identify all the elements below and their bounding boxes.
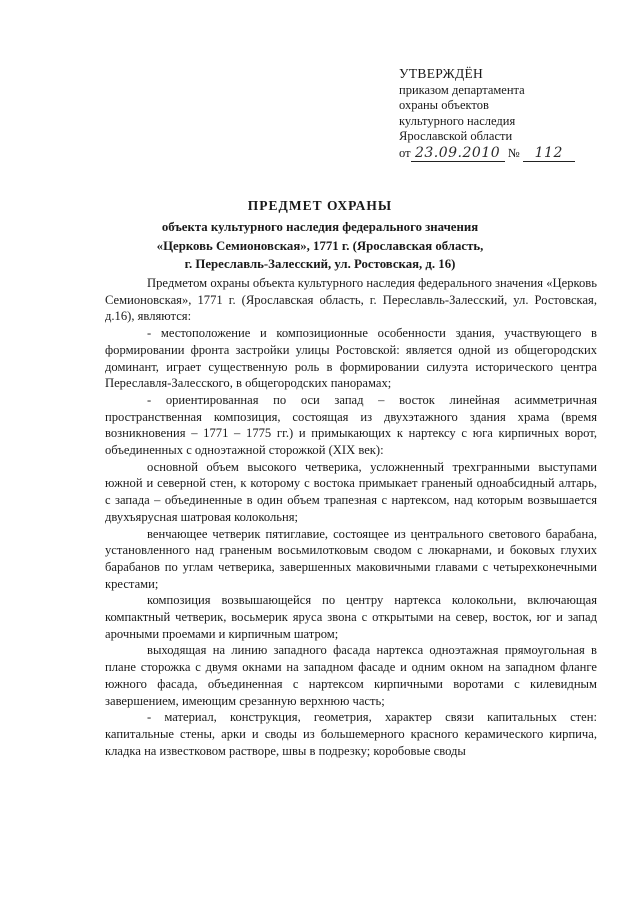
title-subline: объекта культурного наследия федерального значения [161,220,479,234]
handwritten-number: 112 [523,146,575,163]
document-title: ПРЕДМЕТ ОХРАНЫ [247,198,393,213]
body-paragraph: - ориентированная по оси запад – восток линейная асимметричная пространственная композиция, состоящая из двухэтажного здания храма (время возникновения – 1771 – 1775 гг.) и примыкающих к нартексу с юга кирпичных ворот, объединенных с одноэтажной сторожкой (XIX век): [105,392,597,458]
approval-line: культурного наследия [399,113,516,128]
title-subline: г. Переславль-Залесский, ул. Ростовская, д. 16) [184,257,456,271]
body-paragraph: венчающее четверик пятиглавие, состоящее из центрального светового барабана, установленного над граненым восьмилотковым сводом с люкарнами, и боковых глухих барабанов по углам четверика, завершенных маковичными главами с четырехконечными крестами; [105,526,597,591]
body-paragraph: - местоположение и композиционные особенности здания, участвующего в формировании фронта застройки улицы Ростовской: является одной из общегородских доминант, играет существенную роль в формировании силуэта исторического центра Переславля-Залесского, в общегородских панорамах; [105,326,597,391]
number-prefix: № [507,145,520,160]
handwritten-date: 23.09.2010 [411,146,505,163]
body-paragraph: основной объем высокого четверика, усложненный трехгранными выступами южной и северной стен, к которому с востока примыкает граненый одноабсидный алтарь, с запада – объединенные в один объем трапезная с нартексом, над которым возвышается двухъярусная шатровая колокольня; [105,459,597,524]
document-title-block [120,198,520,274]
approval-line: приказом департамента [399,82,525,97]
approval-stamp-block [399,66,599,162]
date-prefix: от [399,145,411,160]
approval-line: охраны объектов [399,98,489,112]
approval-line: Ярославской области [399,129,513,143]
body-paragraph: - материал, конструкция, геометрия, характер связи капитальных стен: капитальные стены, арки и своды из большемерного красного керамического кирпича, кладка на известковом растворе, швы в подрезку; коробовые своды [105,710,597,758]
title-subline: «Церковь Семионовская», 1771 г. (Ярославская область, [156,238,484,253]
body-paragraph: композиция возвышающейся по центру нартекса колокольни, включающая компактный четверик, восьмерик яруса звона с открытыми на север, восток, юг и запад арочными проемами и кирпичным шатром; [105,593,597,641]
approval-date-row [399,146,599,163]
document-body [105,275,597,759]
body-paragraph: Предметом охраны объекта культурного наследия федерального значения «Церковь Семионовская», 1771 г. (Ярославская область, г. Переславль-Залесский, ул. Ростовская, д.16), являются: [105,276,597,324]
body-paragraph: выходящая на линию западного фасада нартекса одноэтажная прямоугольная в плане сторожка с двумя окнами на западном фасаде и одним окном на западном фланге южного фасада, объединенная с нартексом кирпичными воротами с килевидным завершением, имеющим срезанную верхнюю часть; [105,643,597,708]
approval-heading: УТВЕРЖДЁН [399,66,484,81]
